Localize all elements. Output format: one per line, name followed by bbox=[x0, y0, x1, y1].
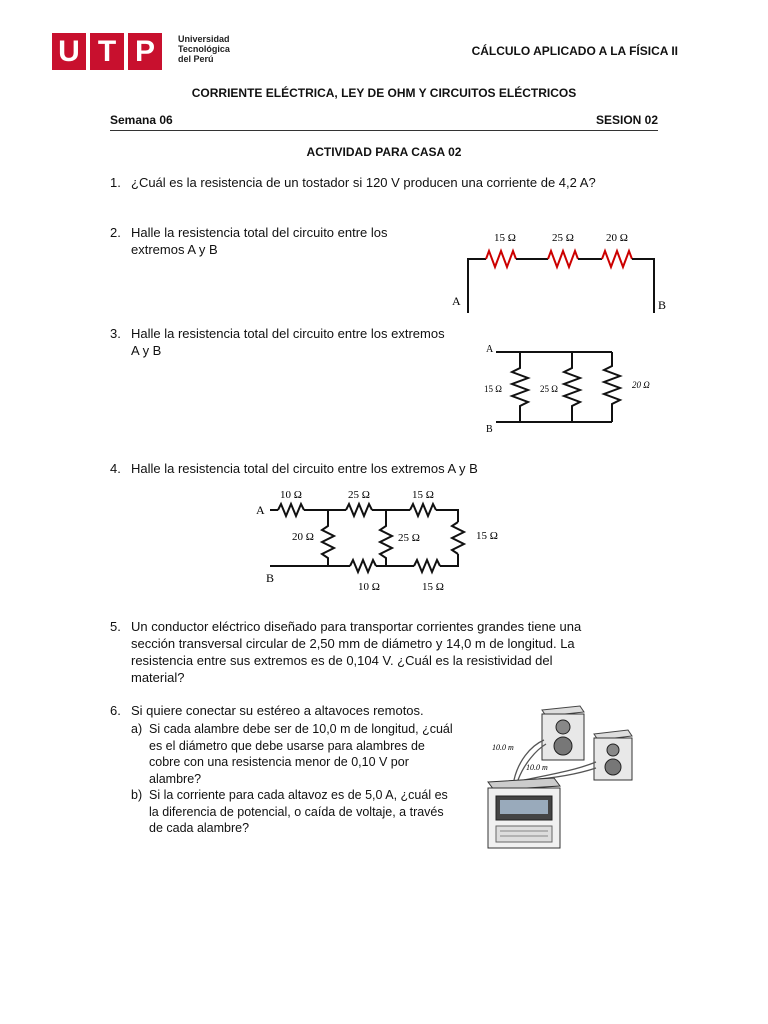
part-label: a) bbox=[131, 722, 143, 736]
resistor-top-25 bbox=[346, 504, 372, 516]
question-text: Halle la resistencia total del circuito entre los extremos A y B bbox=[131, 326, 445, 358]
resistor-label: 10 Ω bbox=[280, 489, 302, 501]
course-name: CÁLCULO APLICADO A LA FÍSICA II bbox=[471, 44, 678, 58]
resistor-20 bbox=[604, 352, 620, 422]
page-title: CORRIENTE ELÉCTRICA, LEY DE OHM Y CIRCUITOS ELÉCTRICOS bbox=[191, 86, 577, 100]
resistor-label: 15 Ω bbox=[494, 232, 516, 244]
wire bbox=[440, 554, 458, 566]
logo-letter: T bbox=[90, 33, 124, 70]
resistor-20 bbox=[602, 251, 632, 267]
terminal-label: B bbox=[658, 298, 667, 312]
part-label: b) bbox=[131, 788, 143, 802]
stereo-speakers-figure bbox=[484, 700, 644, 855]
question-number: 1. bbox=[110, 175, 121, 190]
resistor-label: 15 Ω bbox=[476, 530, 498, 542]
activity-title: ACTIVIDAD PARA CASA 02 bbox=[306, 145, 462, 159]
header-divider bbox=[110, 130, 658, 131]
resistor-v-25 bbox=[380, 510, 392, 566]
resistor-25 bbox=[564, 352, 580, 422]
part-text: Si cada alambre debe ser de 10,0 m de longitud, ¿cuál es el diámetro que debe usarse para alambres de cobre con una resistencia menor de 0,10 V por alambre? bbox=[149, 722, 453, 786]
terminal-label: B bbox=[266, 571, 275, 585]
resistor-bot-15 bbox=[414, 560, 440, 572]
question-text: ¿Cuál es la resistencia de un tostador si 120 V producen una corriente de 4,2 A? bbox=[131, 175, 596, 190]
question-text: Si quiere conectar su estéreo a altavoces remotos. bbox=[131, 703, 424, 718]
question-number: 2. bbox=[110, 225, 121, 240]
question-number: 5. bbox=[110, 619, 121, 634]
question-number: 4. bbox=[110, 461, 121, 476]
resistor-15 bbox=[512, 352, 528, 422]
wire-length-label: 10.0 m bbox=[492, 743, 514, 752]
speaker-icon bbox=[542, 706, 584, 760]
resistor-label: 15 Ω bbox=[484, 384, 502, 394]
session-label: SESION 02 bbox=[595, 113, 658, 127]
question-text: Un conductor eléctrico diseñado para transportar corrientes grandes tiene una sección transversal circular de 2,50 mm de diámetro y 14,0 m de longitud. La resistencia entre sus extremos es de 0,104 V. ¿Cuál es la resistividad del material? bbox=[131, 619, 582, 685]
resistor-label: 20 Ω bbox=[632, 380, 650, 390]
resistor-label: 15 Ω bbox=[422, 581, 444, 593]
resistor-label: 25 Ω bbox=[398, 532, 420, 544]
resistor-label: 25 Ω bbox=[348, 489, 370, 501]
resistor-15 bbox=[486, 251, 516, 267]
resistor-v-15 bbox=[452, 522, 464, 554]
wire-length-label: 10.0 m bbox=[526, 763, 548, 772]
combination-circuit-diagram bbox=[250, 482, 520, 600]
resistor-label: 15 Ω bbox=[412, 489, 434, 501]
terminal-label: A bbox=[486, 344, 494, 355]
series-circuit-diagram bbox=[440, 225, 680, 320]
parallel-circuit-diagram bbox=[478, 338, 668, 438]
resistor-v-20 bbox=[322, 510, 334, 566]
stereo-receiver-icon bbox=[488, 778, 560, 848]
wire bbox=[468, 259, 486, 313]
wire bbox=[632, 259, 654, 313]
part-text: Si la corriente para cada altavoz es de 5,0 A, ¿cuál es la diferencia de potencial, o caída de voltaje, a través de cada alambre? bbox=[149, 788, 448, 835]
question-text: Halle la resistencia total del circuito entre los extremos A y B bbox=[131, 461, 478, 476]
question-number: 3. bbox=[110, 326, 121, 341]
resistor-top-10 bbox=[278, 504, 304, 516]
speaker-icon bbox=[594, 730, 632, 780]
terminal-label: A bbox=[256, 503, 265, 517]
university-name: Universidad Tecnológica del Perú bbox=[178, 34, 230, 64]
terminal-label: B bbox=[486, 424, 493, 435]
resistor-label: 25 Ω bbox=[552, 232, 574, 244]
resistor-top-15 bbox=[410, 504, 436, 516]
resistor-label: 20 Ω bbox=[292, 531, 314, 543]
resistor-label: 20 Ω bbox=[606, 232, 628, 244]
terminal-label: A bbox=[452, 294, 461, 308]
question-number: 6. bbox=[110, 703, 121, 718]
logo-letter: P bbox=[128, 33, 162, 70]
logo-letter: U bbox=[52, 33, 86, 70]
question-text: Halle la resistencia total del circuito entre los extremos A y B bbox=[131, 225, 388, 257]
wire bbox=[436, 510, 458, 522]
week-label: Semana 06 bbox=[110, 113, 173, 127]
resistor-bot-10 bbox=[350, 560, 376, 572]
resistor-25 bbox=[548, 251, 578, 267]
resistor-label: 10 Ω bbox=[358, 581, 380, 593]
resistor-label: 25 Ω bbox=[540, 384, 558, 394]
